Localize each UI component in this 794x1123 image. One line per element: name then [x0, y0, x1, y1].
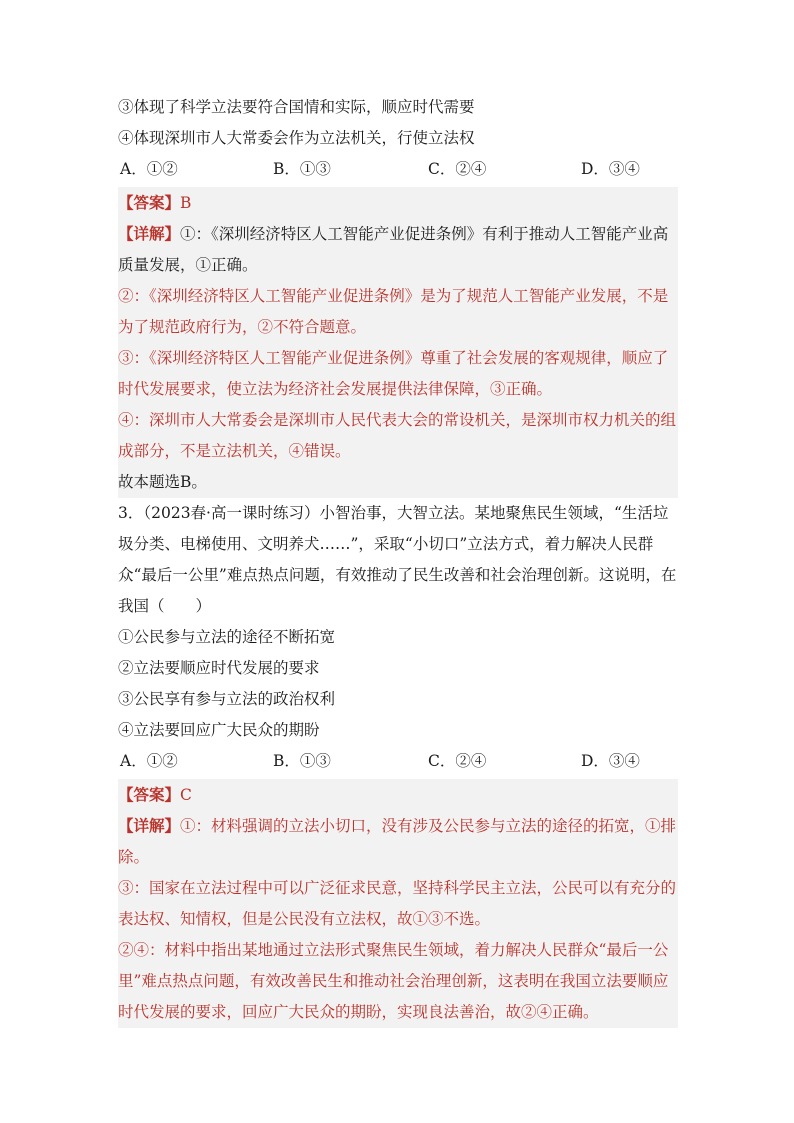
q3-option-d: D．③④ [581, 752, 640, 770]
q3-statement-3: ③公民享有参与立法的政治权利 [118, 690, 336, 708]
q3-option-c: C．②④ [428, 752, 487, 770]
q3-statement-4: ④立法要回应广大民众的期盼 [118, 721, 320, 739]
answer-value: B [180, 194, 192, 212]
document-page [118, 92, 678, 1028]
q2-option-a: A．①② [120, 160, 178, 178]
q3-option-b: B．①③ [273, 752, 331, 770]
answer-tag: 【答案】 [118, 785, 181, 804]
q2-statement-3: ③体现了科学立法要符合国情和实际，顺应时代需要 [118, 98, 475, 116]
q3-detail-3: ②④：材料中指出某地通过立法形式聚焦民生领域，着力解决人民群众“最后一公里”难点热点问题，有效改善民生和推动社会治理创新，这表明在我国立法要顺应时代发展的要求，回应广大民众的期盼，实现良法善治，故②④正确。 [118, 941, 669, 1021]
q3-stem: 3．（2023春·高一课时练习）小智治事，大智立法。某地聚焦民生领域，“生活垃圾分类、电梯使用、文明养犬……”，采取“小切口”立法方式，着力解决人民群众“最后一公里”难点热点问题，有效推动了民生改善和社会治理创新。这说明，在我国（ ） [118, 504, 677, 615]
q3-statement-2: ②立法要顺应时代发展的要求 [118, 659, 320, 677]
q2-statement-4: ④体现深圳市人大常委会作为立法机关，行使立法权 [118, 129, 475, 147]
answer-value: C [180, 786, 192, 804]
q3-option-a: A．①② [120, 752, 178, 770]
q2-option-b: B．①③ [273, 160, 331, 178]
q2-answer [118, 187, 678, 218]
q3-detail-1: 【详解】①：材料强调的立法小切口，没有涉及公民参与立法的途径的拓宽，①排除。 [118, 816, 677, 866]
q2-option-d: D．③④ [581, 160, 640, 178]
q2-detail-2: ②：《深圳经济特区人工智能产业促进条例》是为了规范人工智能产业发展，不是为了规范政府行为，②不符合题意。 [118, 287, 669, 336]
q3-answer-block [118, 779, 678, 1028]
answer-tag: 【答案】 [118, 193, 181, 212]
q3-detail-2: ③：国家在立法过程中可以广泛征求民意，坚持科学民主立法，公民可以有充分的表达权、知情权，但是公民没有立法权，故①③不选。 [118, 879, 677, 928]
q2-detail-3: ③：《深圳经济特区人工智能产业促进条例》尊重了社会发展的客观规律，顺应了时代发展要求，使立法为经济社会发展提供法律保障，③正确。 [118, 349, 669, 398]
q3-answer [118, 779, 678, 810]
q2-option-c: C．②④ [428, 160, 487, 178]
q2-conclusion: 故本题选B。 [118, 473, 207, 491]
detail-tag: 【详解】 [118, 816, 181, 835]
q3-options [118, 746, 678, 777]
q3-statement-1: ①公民参与立法的途径不断拓宽 [118, 628, 336, 646]
q2-options [118, 154, 678, 185]
q2-detail-4: ④：深圳市人大常委会是深圳市人民代表大会的常设机关，是深圳市权力机关的组成部分，不是立法机关，④错误。 [118, 411, 677, 460]
detail-tag: 【详解】 [118, 224, 181, 243]
q2-answer-block [118, 187, 678, 498]
q2-detail-1: 【详解】①：《深圳经济特区人工智能产业促进条例》有利于推动人工智能产业高质量发展，①正确。 [118, 224, 669, 274]
